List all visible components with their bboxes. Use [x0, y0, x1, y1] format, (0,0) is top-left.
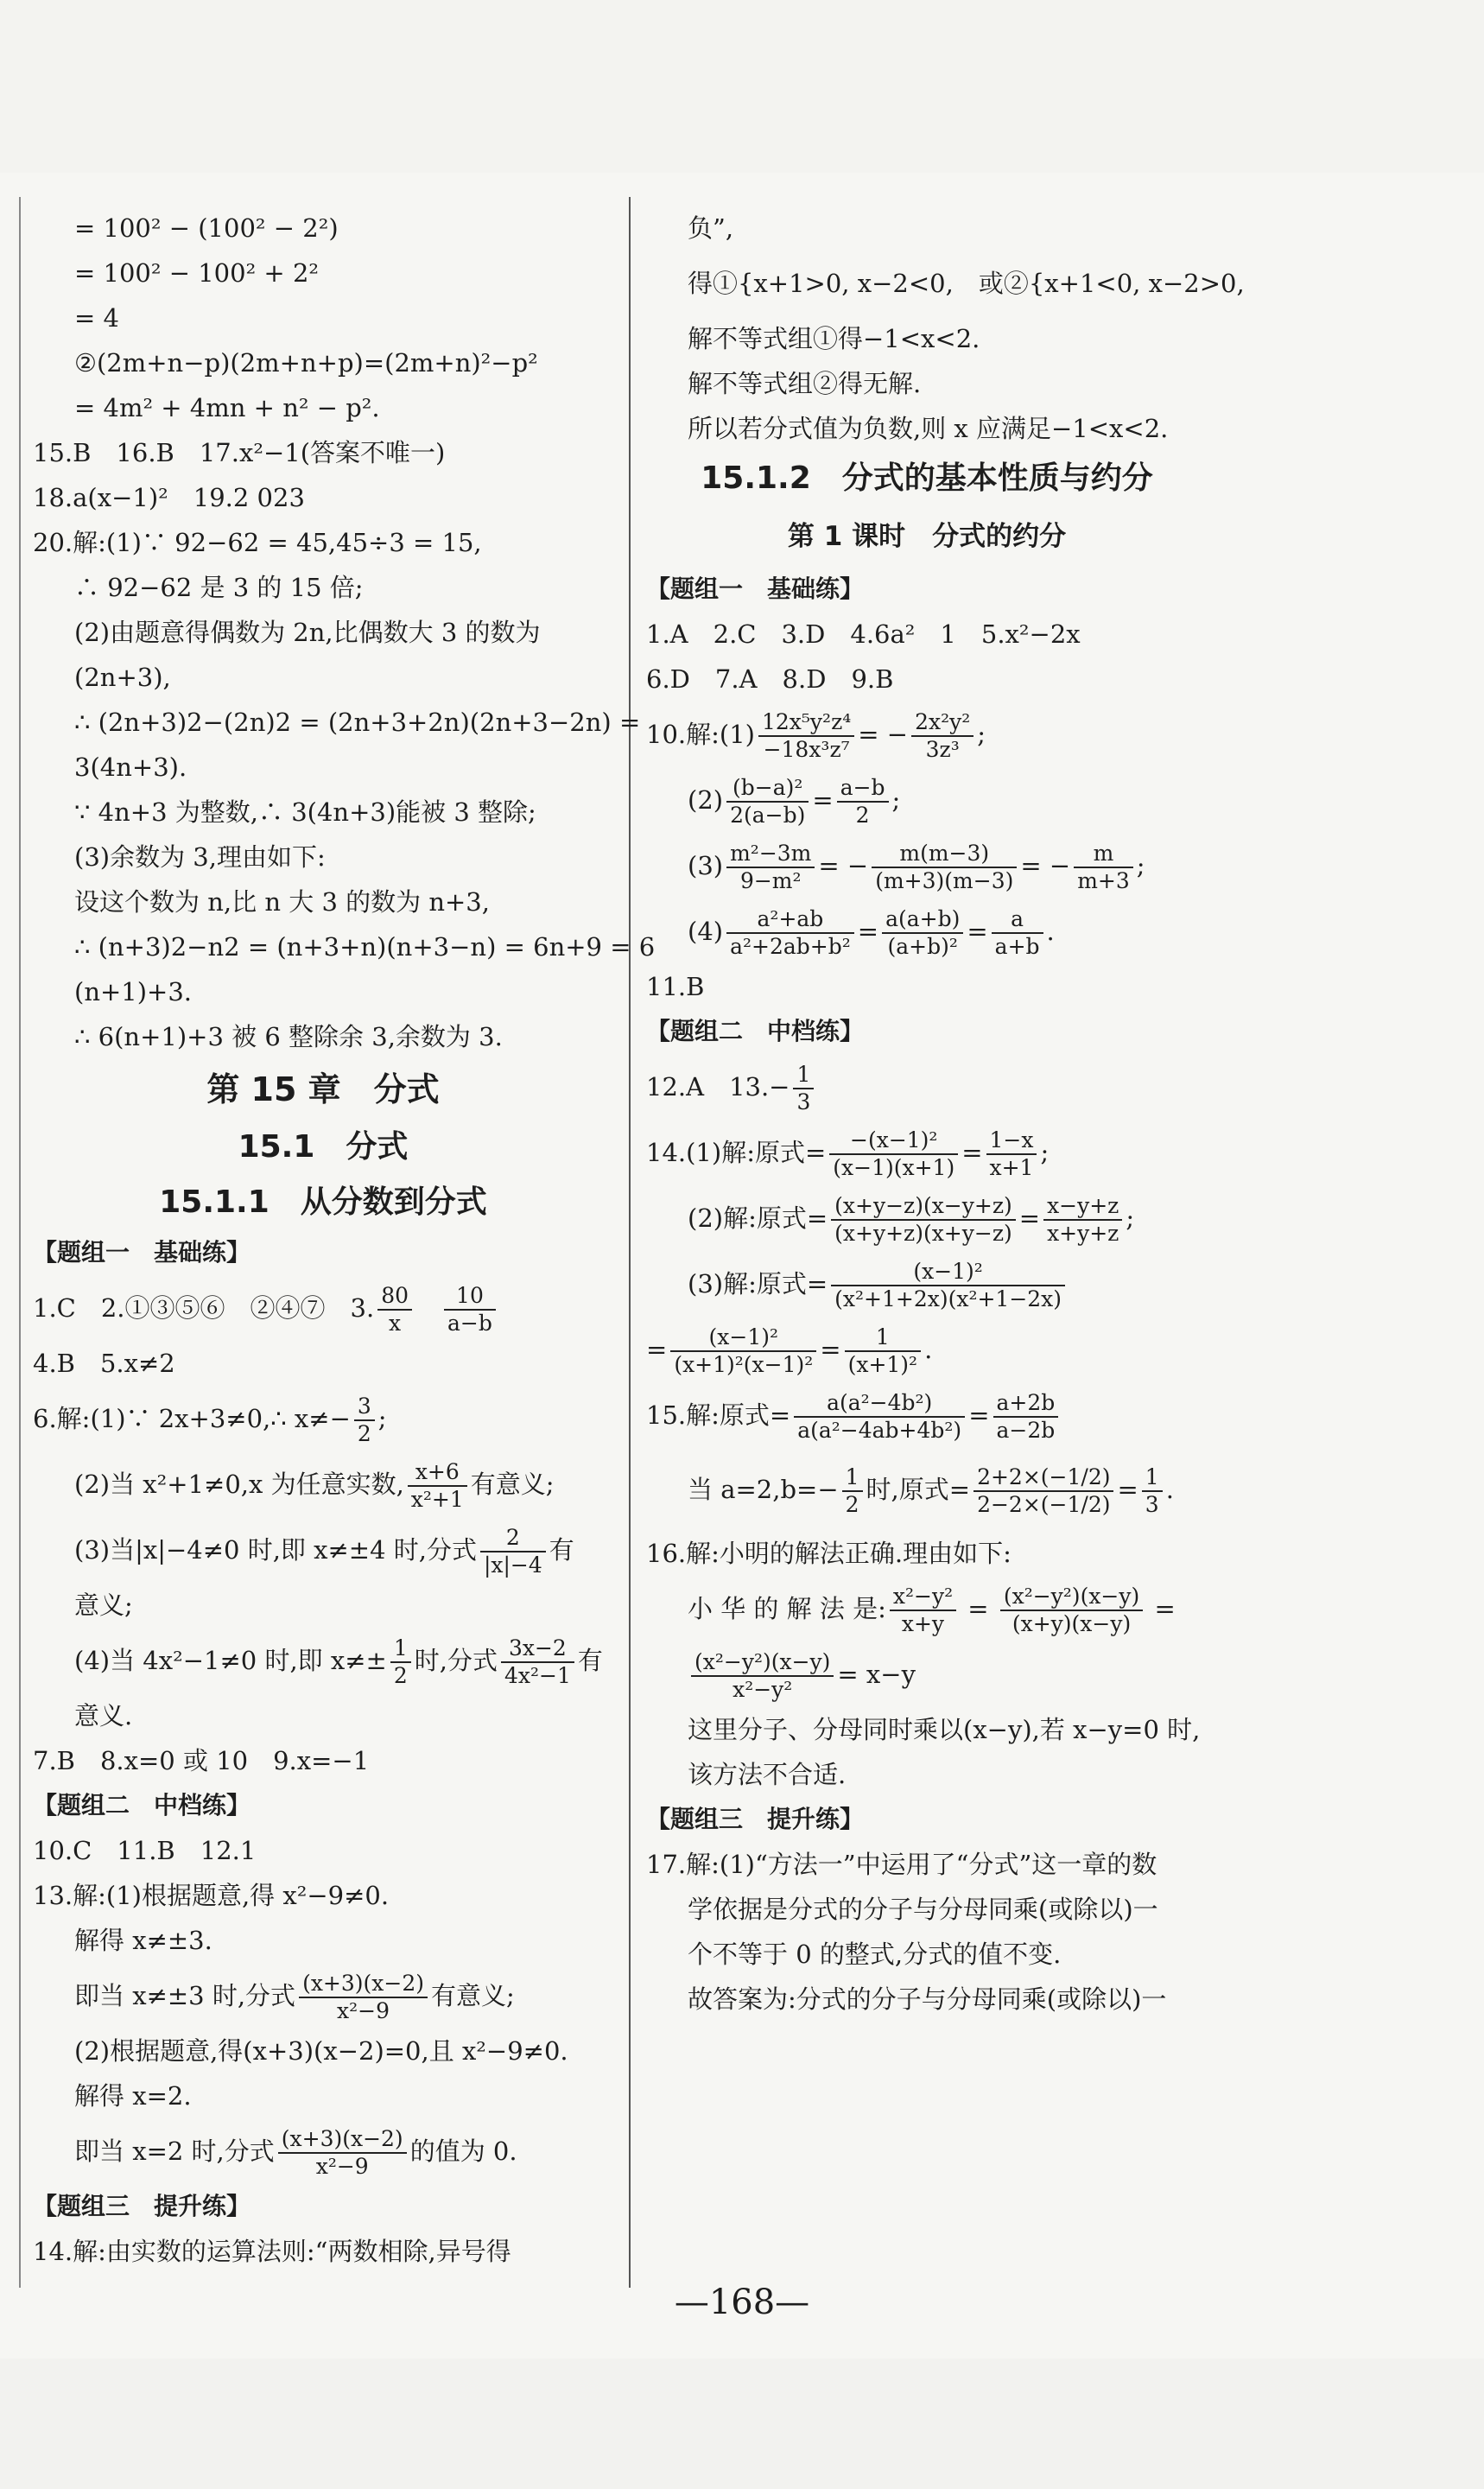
numerator: (x−1)² — [831, 1259, 1065, 1286]
answer-text: 14.(1)解:原式= — [646, 1138, 827, 1167]
answer-7-9: 7.B 8.x=0 或 10 9.x=−1 — [33, 1746, 370, 1775]
system-2: 或②{x+1<0, x−2>0, — [978, 269, 1245, 298]
answer-11: 11.B — [646, 972, 705, 1001]
denominator: 3z³ — [925, 737, 960, 762]
answer-text: 有 — [577, 1646, 603, 1675]
answer-text: 即当 x=2 时,分式 — [74, 2137, 275, 2166]
numerator: 1−x — [986, 1127, 1037, 1155]
fraction — [986, 1127, 1037, 1181]
answer-6-3b: 意义; — [74, 1591, 133, 1620]
numerator: −(x−1)² — [829, 1127, 958, 1155]
fraction — [444, 1283, 496, 1337]
section-heading: 15.1 分式 — [238, 1129, 409, 1165]
answer-20-line: ∴ (n+3)2−n2 = (n+3+n)(n+3−n) = 6n+9 = 6 — [74, 932, 656, 962]
answer-10-4: (4) $\frac{\text{a²+ab}}{\text{a²+2ab+b²}}$ = $\frac{a(a+b)}{\text{(a+b)²}}$ = $\frac{a}{a+b}$ . — [688, 906, 1055, 959]
answer-16-1: 16.解:小明的解法正确.理由如下: — [646, 1539, 1012, 1568]
numerator: 2 — [480, 1525, 546, 1552]
answer-6-2 — [33, 1451, 613, 1517]
fraction — [837, 775, 889, 829]
answer-text: (2) — [688, 785, 724, 815]
answer-17-1: 17.解:(1)“方法一”中运用了“分式”这一章的数 — [646, 1850, 1157, 1879]
numerator: a — [992, 906, 1043, 934]
numerator: 10 — [444, 1283, 496, 1311]
answer-17-3: 个不等于 0 的整式,分式的值不变. — [688, 1940, 1062, 1969]
fraction — [390, 1635, 411, 1689]
fraction — [670, 1324, 816, 1378]
answer-13-4: (2)根据题意,得(x+3)(x−2)=0,且 x²−9≠0. — [74, 2036, 568, 2066]
fraction — [726, 906, 854, 960]
fraction — [842, 1464, 863, 1518]
answer-20-line: ∵ 4n+3 为整数,∴ 3(4n+3)能被 3 整除; — [74, 797, 536, 827]
fraction — [1074, 841, 1133, 894]
group-label: 【题组一 基础练】 — [33, 1238, 251, 1267]
denominator: a−2b — [996, 1418, 1056, 1443]
answer-20-line: (2)由题意得偶数为 2n,比偶数大 3 的数为 — [74, 618, 541, 647]
fraction — [992, 906, 1043, 960]
denominator: a²+2ab+b² — [730, 934, 851, 959]
denominator: 2 — [845, 1492, 859, 1517]
denominator: 3 — [796, 1089, 811, 1114]
fraction — [408, 1459, 467, 1513]
calc-line: = 4m² + 4mn + n² − p². — [74, 393, 380, 422]
numerator: 3 — [354, 1394, 375, 1421]
denominator: x²−y² — [732, 1677, 793, 1702]
numerator: x−y+z — [1043, 1193, 1122, 1221]
denominator: x²−9 — [315, 2154, 369, 2179]
denominator: (x+1)² — [847, 1352, 918, 1377]
numerator: a(a²−4b²) — [794, 1390, 965, 1418]
denominator: 2 — [357, 1421, 371, 1446]
answer-20-line: (2n+3), — [74, 663, 171, 692]
denominator: x+y+z — [1047, 1221, 1119, 1246]
numerator: 1 — [390, 1635, 411, 1663]
answer-20-line: (n+1)+3. — [74, 977, 193, 1006]
answer-text: 即当 x≠±3 时,分式 — [74, 1981, 296, 2010]
answer-text: (4)当 4x²−1≠0 时,即 x≠± — [74, 1646, 387, 1675]
answer-10-1: 10.解:(1) $\frac{\text{12x⁵y²z⁴}}{\text{−18x³z⁷}}$ = − $\frac{\text{2x²y²}}{\text{3z³}}$ ; — [646, 709, 986, 762]
fraction — [691, 1649, 834, 1703]
denominator: (x+1)²(x−1)² — [674, 1352, 814, 1377]
bottom-margin — [0, 2359, 1484, 2489]
numerator: (x+3)(x−2) — [278, 2126, 407, 2154]
fraction — [1000, 1584, 1143, 1637]
answer-20-line: ∴ (2n+3)2−(2n)2 = (2n+3+2n)(2n+3−2n) = — [74, 708, 641, 737]
answer-text: ; — [377, 1404, 387, 1433]
numerator: 1 — [1142, 1464, 1163, 1492]
answer-14-2: (2)解:原式= $\frac{(x+y-z)(x-y+z)}{(x+y+z)(x+y-z)}$ = $\frac{x-y+z}{x+y+z}$ ; — [688, 1193, 1135, 1246]
fraction — [831, 1259, 1065, 1312]
denominator: (x²+1+2x)(x²+1−2x) — [834, 1286, 1062, 1311]
denominator: x+1 — [989, 1155, 1034, 1180]
fraction — [993, 1390, 1059, 1444]
fraction — [793, 1062, 814, 1115]
answer-13-6 — [33, 2118, 613, 2184]
denominator: −18x³z⁷ — [763, 737, 850, 762]
answer-text: 10.解:(1) — [646, 720, 755, 749]
answer-text: (4) — [688, 917, 724, 946]
answer-14-3b: = $\frac{\text{(x−1)²}}{\text{(x+1)²(x−1)²}}$ = $\frac{1}{\text{(x+1)²}}$ . — [646, 1324, 933, 1377]
answer-12-13 — [646, 1054, 1208, 1120]
fraction — [831, 1193, 1016, 1247]
calc-line: = 100² − (100² − 2²) — [74, 213, 339, 243]
answer-20-line: ∴ 92−62 是 3 的 15 倍; — [74, 573, 364, 602]
answer-text: (2)当 x²+1≠0,x 为任意实数, — [74, 1470, 404, 1499]
answer-15-17: 15.B 16.B 17.x²−1(答案不唯一) — [33, 438, 446, 467]
fraction — [973, 1464, 1113, 1518]
answer-16-4: 这里分子、分母同时乘以(x−y),若 x−y=0 时, — [688, 1715, 1201, 1744]
fraction — [726, 841, 815, 894]
numerator: m²−3m — [726, 841, 815, 868]
answer-20-line: 20.解:(1)∵ 92−62 = 45,45÷3 = 15, — [33, 528, 482, 557]
answer-20-line: ∴ 6(n+1)+3 被 6 整除余 3,余数为 3. — [74, 1022, 503, 1051]
inequality-systems — [646, 251, 1245, 316]
fraction — [377, 1283, 412, 1337]
fraction — [1043, 1193, 1122, 1247]
denominator: 2−2×(−1/2) — [977, 1492, 1111, 1517]
answer-text: (2)解:原式= — [688, 1203, 828, 1233]
answer-text: = x−y — [837, 1660, 916, 1689]
answer-text: 时,分式 — [414, 1646, 498, 1675]
numerator: (x+y−z)(x−y+z) — [831, 1193, 1016, 1221]
answer-1-3 — [33, 1275, 613, 1341]
fraction — [1142, 1464, 1163, 1518]
numerator: a−b — [837, 775, 889, 803]
denominator: x — [389, 1311, 402, 1336]
answer-text: 的值为 0. — [409, 2137, 517, 2166]
numerator: (x+3)(x−2) — [299, 1971, 428, 1998]
top-margin — [0, 0, 1484, 173]
answer-16-3 — [646, 1641, 1208, 1707]
calc-line: = 100² − 100² + 2² — [74, 258, 320, 288]
cont-line: 解不等式组①得−1<x<2. — [688, 324, 980, 353]
numerator: (b−a)² — [726, 775, 809, 803]
answer-text: 12.A 13.− — [646, 1072, 790, 1102]
denominator: a−b — [447, 1311, 492, 1336]
answer-text: 1.C 2.①③⑤⑥ ②④⑦ 3. — [33, 1293, 375, 1323]
denominator: m+3 — [1077, 868, 1130, 893]
numerator: 1 — [845, 1324, 921, 1352]
denominator: (a+b)² — [887, 934, 958, 959]
fraction — [829, 1127, 958, 1181]
answer-14-1: 14.(1)解:原式= $\frac{\text{−(x−1)²}}{(x-1)(x+1)}$ = $\frac{1-x}{x+1}$ ; — [646, 1127, 1050, 1180]
answer-17-2: 学依据是分式的分子与分母同乘(或除以)一 — [688, 1895, 1158, 1924]
denominator: 9−m² — [739, 868, 802, 893]
answer-6-1 — [33, 1386, 613, 1451]
fraction — [726, 775, 809, 829]
numerator: m(m−3) — [872, 841, 1017, 868]
calc-line: = 4 — [74, 303, 119, 333]
answer-text: 有意义; — [470, 1470, 555, 1499]
answer-18-19: 18.a(x−1)² 19.2 023 — [33, 483, 305, 512]
page-number: —168— — [674, 2283, 810, 2322]
fraction — [872, 841, 1017, 894]
calc-line: ②(2m+n−p)(2m+n+p)=(2m+n)²−p² — [74, 348, 538, 378]
answer-20-line: 3(4n+3). — [74, 752, 187, 782]
lesson-heading: 第 1 课时 分式的约分 — [787, 521, 1067, 552]
numerator: a²+ab — [726, 906, 854, 934]
group-label: 【题组三 提升练】 — [646, 1805, 865, 1833]
answer-4-5: 4.B 5.x≠2 — [33, 1349, 175, 1378]
denominator: 2 — [855, 803, 870, 828]
answer-text: 有 — [549, 1535, 574, 1565]
answer-13-1: 13.解:(1)根据题意,得 x²−9≠0. — [33, 1881, 390, 1910]
denominator: 4x²−1 — [504, 1663, 571, 1688]
numerator: x+6 — [408, 1459, 467, 1487]
answer-17-4: 故答案为:分式的分子与分母同乘(或除以)一 — [688, 1984, 1167, 2014]
fraction — [501, 1635, 574, 1689]
answer-text: 小 华 的 解 法 是: — [688, 1594, 886, 1623]
answer-6-9: 6.D 7.A 8.D 9.B — [646, 664, 894, 694]
denominator: (x+y)(x−y) — [1012, 1611, 1132, 1636]
answer-10-3: (3) $\frac{\text{m²−3m}}{\text{9−m²}}$ = − $\frac{m(m-3)}{(m+3)(m-3)}$ = − $\frac{m}{m+3}$ ; — [688, 841, 1145, 893]
fraction — [794, 1390, 965, 1444]
numerator: x²−y² — [890, 1584, 956, 1611]
answer-text: 时,原式= — [866, 1475, 971, 1504]
answer-1-5: 1.A 2.C 3.D 4.6a² 1 5.x²−2x — [646, 619, 1081, 649]
denominator: |x|−4 — [483, 1552, 542, 1578]
fraction — [278, 2126, 407, 2180]
denominator: x+y — [901, 1611, 945, 1636]
answer-14: 14.解:由实数的运算法则:“两数相除,异号得 — [33, 2237, 511, 2266]
denominator: 2(a−b) — [730, 803, 806, 828]
numerator: 2x²y² — [911, 709, 973, 737]
answer-20-line: (3)余数为 3,理由如下: — [74, 842, 326, 872]
denominator: (x+y+z)(x+y−z) — [834, 1221, 1012, 1246]
answer-text: 有意义; — [430, 1981, 515, 2010]
group-label: 【题组二 中档练】 — [646, 1017, 865, 1045]
numerator: m — [1074, 841, 1133, 868]
numerator: 80 — [377, 1283, 412, 1311]
numerator: 1 — [793, 1062, 814, 1089]
cont-line: 所以若分式值为负数,则 x 应满足−1<x<2. — [688, 414, 1169, 443]
denominator: a+b — [994, 934, 1040, 959]
numerator: 3x−2 — [501, 1635, 574, 1663]
subsection-heading: 15.1.1 从分数到分式 — [159, 1184, 487, 1220]
group-label: 【题组一 基础练】 — [646, 575, 865, 603]
left-column — [33, 206, 656, 2274]
group-label: 【题组三 提升练】 — [33, 2192, 251, 2220]
denominator: 2 — [393, 1663, 408, 1688]
fraction — [354, 1394, 375, 1447]
answer-15b: 当 a=2,b=− $\frac{1}{2}$ 时,原式= $\frac{2+2\times(-1/2)}{2-2\times(-1/2)}$ = $\frac{1}{3}$ . — [688, 1464, 1174, 1517]
answer-13-2: 解得 x≠±3. — [74, 1926, 212, 1955]
fraction — [758, 709, 854, 763]
answer-13-3 — [33, 1963, 613, 2029]
fraction — [911, 709, 973, 763]
numerator: a+2b — [993, 1390, 1059, 1418]
denominator: 3 — [1145, 1492, 1159, 1517]
answer-15: 15.解:原式= $\frac{\text{a(a²−4b²)}}{\text{a(a²−4ab+4b²)}}$ = $\frac{a+2b}{a-2b}$ — [646, 1382, 1208, 1448]
answer-14-3 — [646, 1251, 1208, 1317]
numerator: (x²−y²)(x−y) — [691, 1649, 834, 1677]
fraction — [480, 1525, 546, 1578]
fraction — [299, 1971, 428, 2024]
cont-line: 解不等式组②得无解. — [688, 369, 922, 398]
answer-text: (3)当|x|−4≠0 时,即 x≠±4 时,分式 — [74, 1535, 477, 1565]
system-1: 得①{x+1>0, x−2<0, — [688, 269, 954, 298]
answer-16-2: 小 华 的 解 法 是: $\frac{\text{x²−y²}}{x+y}$ = $\frac{\text{(x²−y²)(x−y)}}{(x+y)(x-y)}$ = — [688, 1584, 1176, 1636]
denominator: a(a²−4ab+4b²) — [797, 1418, 962, 1443]
cont-line: 负”, — [688, 213, 734, 243]
answer-text: 6.解:(1)∵ 2x+3≠0,∴ x≠− — [33, 1404, 351, 1433]
answer-13-5: 解得 x=2. — [74, 2081, 192, 2111]
answer-6-3 — [33, 1517, 613, 1583]
answer-text: 15.解:原式= — [646, 1400, 791, 1430]
answer-6-4 — [33, 1628, 613, 1693]
chapter-heading: 第 15 章 分式 — [206, 1070, 440, 1108]
denominator: x²−9 — [337, 1998, 390, 2023]
answer-16-5: 该方法不合适. — [688, 1760, 847, 1789]
right-column — [646, 206, 1245, 2022]
answer-text: (3) — [688, 851, 724, 880]
fraction — [882, 906, 963, 960]
fraction — [890, 1584, 956, 1637]
numerator: 1 — [842, 1464, 863, 1492]
numerator: a(a+b) — [882, 906, 963, 934]
numerator: 2+2×(−1/2) — [973, 1464, 1113, 1492]
fraction — [845, 1324, 921, 1378]
denominator: (m+3)(m−3) — [875, 868, 1014, 893]
answer-10-12: 10.C 11.B 12.1 — [33, 1836, 257, 1865]
column-divider — [629, 197, 631, 2288]
numerator: 12x⁵y²z⁴ — [758, 709, 854, 737]
subsection-heading: 15.1.2 分式的基本性质与约分 — [701, 460, 1153, 496]
answer-10-2: (2) $\frac{\text{(b−a)²}}{2(a-b)}$ = $\frac{a-b}{2}$ ; — [688, 775, 901, 828]
answer-6-4b: 意义. — [74, 1701, 133, 1730]
answer-text: 当 a=2,b=− — [688, 1475, 839, 1504]
answer-text: (3)解:原式= — [688, 1269, 828, 1298]
denominator: (x−1)(x+1) — [833, 1155, 955, 1180]
group-label: 【题组二 中档练】 — [33, 1791, 251, 1819]
answer-20-line: 设这个数为 n,比 n 大 3 的数为 n+3, — [74, 887, 490, 917]
numerator: (x−1)² — [670, 1324, 816, 1352]
numerator: (x²−y²)(x−y) — [1000, 1584, 1143, 1611]
left-border — [19, 197, 21, 2288]
denominator: x²+1 — [410, 1487, 464, 1512]
